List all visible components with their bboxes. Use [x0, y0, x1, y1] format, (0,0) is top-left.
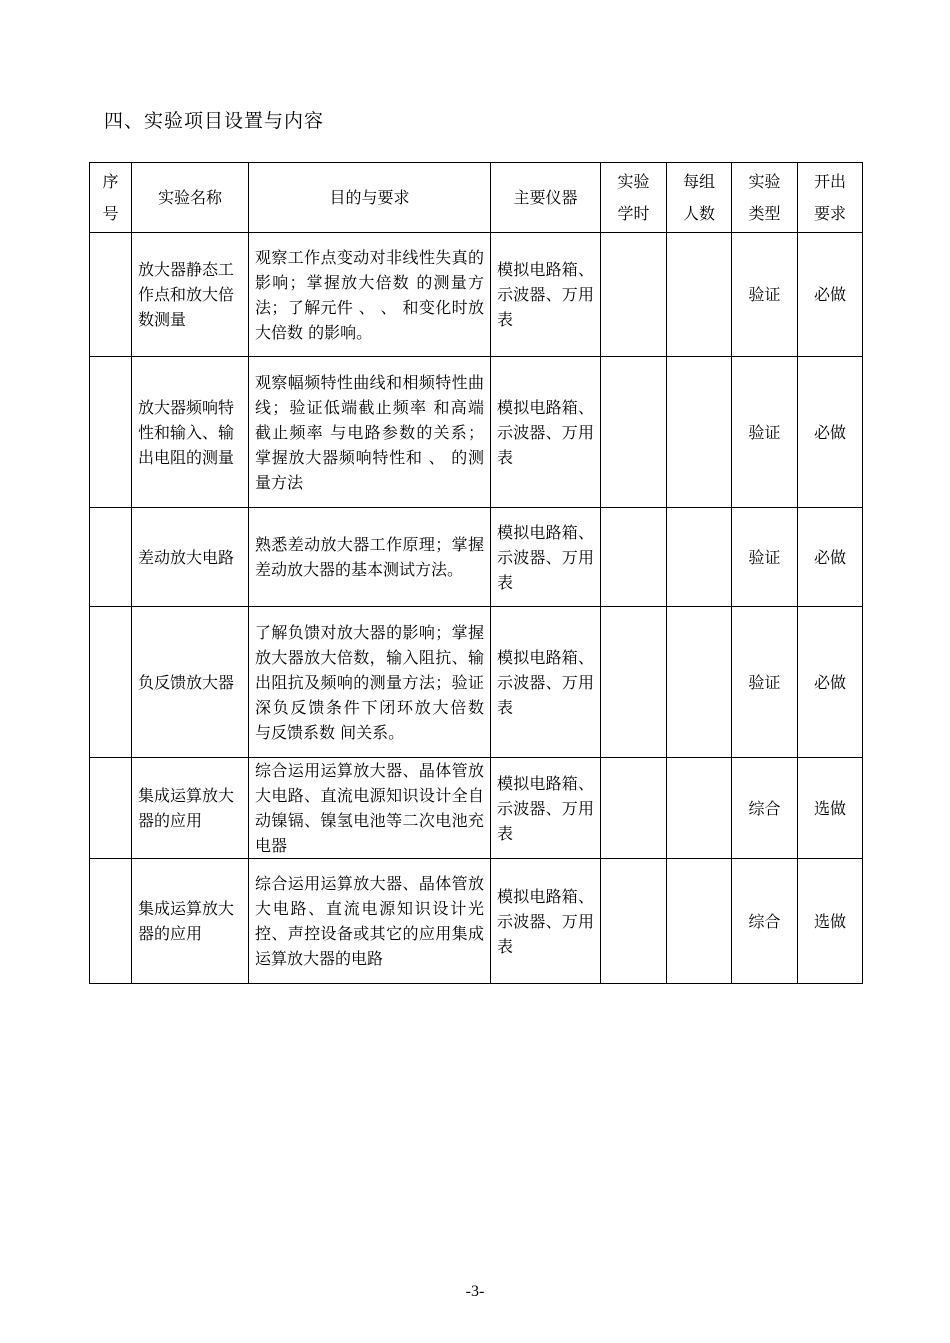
- cell-purpose-requirements: 综合运用运算放大器、晶体管放大电路、直流电源知识设计光控、声控设备或其它的应用集成运算放大器的电路: [249, 859, 491, 984]
- cell-experiment-type: 验证: [732, 357, 798, 508]
- cell-group-size: [667, 508, 732, 607]
- cell-main-equipment: 模拟电路箱、示波器、万用表: [491, 607, 601, 758]
- section-title: 四、实验项目设置与内容: [104, 110, 325, 132]
- cell-purpose-requirements: 观察幅频特性曲线和相频特性曲线；验证低端截止频率 和高端截止频率 与电路参数的关系；掌握放大器频响特性和 、 的测量方法: [249, 357, 491, 508]
- cell-hours: [601, 607, 667, 758]
- experiment-table: [89, 162, 863, 984]
- cell-main-equipment: 模拟电路箱、示波器、万用表: [491, 859, 601, 984]
- cell-main-equipment: 模拟电路箱、示波器、万用表: [491, 758, 601, 859]
- header-group-size: 每组 人数: [667, 163, 732, 233]
- table-row: [90, 758, 863, 859]
- cell-main-equipment: 模拟电路箱、示波器、万用表: [491, 357, 601, 508]
- cell-group-size: [667, 607, 732, 758]
- cell-serial-number: [90, 508, 132, 607]
- table-row: [90, 508, 863, 607]
- cell-serial-number: [90, 758, 132, 859]
- cell-experiment-type: 验证: [732, 607, 798, 758]
- header-purpose-requirements: 目的与要求: [249, 163, 491, 233]
- cell-hours: [601, 758, 667, 859]
- cell-experiment-type: 综合: [732, 859, 798, 984]
- header-experiment-type: 实验 类型: [732, 163, 798, 233]
- cell-offering-requirement: 必做: [798, 357, 863, 508]
- cell-experiment-type: 综合: [732, 758, 798, 859]
- table-header-row: [90, 163, 863, 233]
- cell-group-size: [667, 859, 732, 984]
- cell-hours: [601, 859, 667, 984]
- cell-offering-requirement: 必做: [798, 508, 863, 607]
- cell-serial-number: [90, 607, 132, 758]
- cell-hours: [601, 357, 667, 508]
- table-row: [90, 859, 863, 984]
- cell-serial-number: [90, 859, 132, 984]
- cell-offering-requirement: 选做: [798, 758, 863, 859]
- cell-group-size: [667, 357, 732, 508]
- cell-experiment-name: 集成运算放大器的应用: [132, 859, 249, 984]
- cell-offering-requirement: 必做: [798, 607, 863, 758]
- header-experiment-name: 实验名称: [132, 163, 249, 233]
- cell-group-size: [667, 758, 732, 859]
- cell-experiment-name: 集成运算放大器的应用: [132, 758, 249, 859]
- table-row: [90, 607, 863, 758]
- table-row: [90, 357, 863, 508]
- cell-experiment-name: 放大器频响特性和输入、输出电阻的测量: [132, 357, 249, 508]
- cell-group-size: [667, 233, 732, 357]
- cell-experiment-type: 验证: [732, 508, 798, 607]
- header-hours: 实验 学时: [601, 163, 667, 233]
- cell-serial-number: [90, 357, 132, 508]
- cell-hours: [601, 233, 667, 357]
- cell-experiment-name: 差动放大电路: [132, 508, 249, 607]
- header-main-equipment: 主要仪器: [491, 163, 601, 233]
- cell-experiment-name: 负反馈放大器: [132, 607, 249, 758]
- cell-experiment-name: 放大器静态工作点和放大倍数测量: [132, 233, 249, 357]
- header-offering-requirement: 开出 要求: [798, 163, 863, 233]
- cell-experiment-type: 验证: [732, 233, 798, 357]
- cell-hours: [601, 508, 667, 607]
- table-row: [90, 233, 863, 357]
- cell-offering-requirement: 选做: [798, 859, 863, 984]
- cell-purpose-requirements: 熟悉差动放大器工作原理；掌握差动放大器的基本测试方法。: [249, 508, 491, 607]
- cell-main-equipment: 模拟电路箱、示波器、万用表: [491, 233, 601, 357]
- cell-purpose-requirements: 综合运用运算放大器、晶体管放大电路、直流电源知识设计全自动镍镉、镍氢电池等二次电池充电器: [249, 758, 491, 859]
- header-serial-number: 序 号: [90, 163, 132, 233]
- cell-purpose-requirements: 观察工作点变动对非线性失真的影响；掌握放大倍数 的测量方法；了解元件 、 、 和变化时放大倍数 的影响。: [249, 233, 491, 357]
- cell-main-equipment: 模拟电路箱、示波器、万用表: [491, 508, 601, 607]
- cell-purpose-requirements: 了解负馈对放大器的影响；掌握放大器放大倍数，输入阻抗、输出阻抗及频响的测量方法；验证深负反馈条件下闭环放大倍数 与反馈系数 间关系。: [249, 607, 491, 758]
- cell-serial-number: [90, 233, 132, 357]
- page-number: -3-: [465, 1283, 485, 1300]
- cell-offering-requirement: 必做: [798, 233, 863, 357]
